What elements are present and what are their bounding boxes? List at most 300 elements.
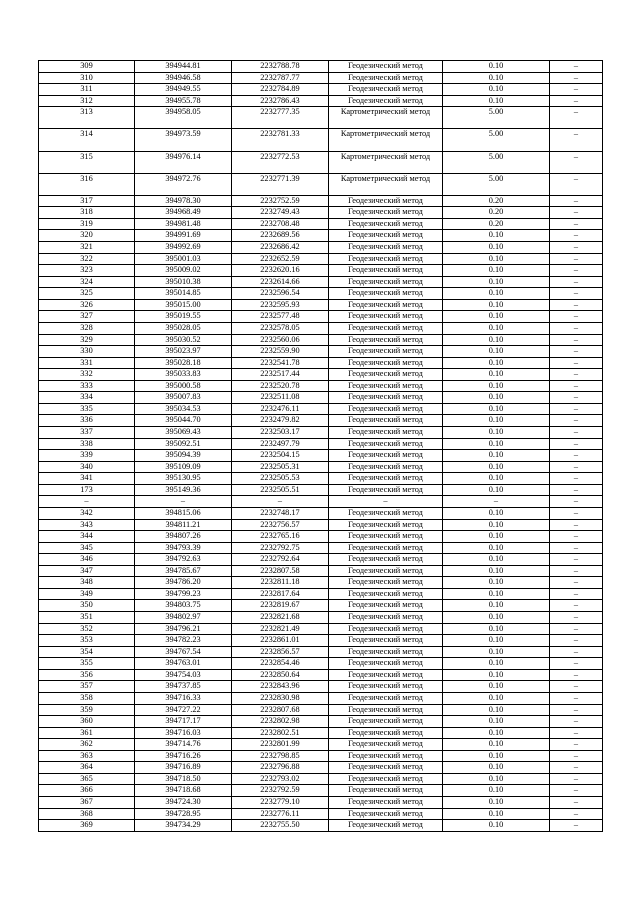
method-cell: Геодезический метод <box>329 242 443 254</box>
point-number-cell: 363 <box>39 750 135 762</box>
coord-y-cell: 2232807.58 <box>232 565 329 577</box>
note-cell: – <box>550 588 603 600</box>
table-row <box>39 299 603 311</box>
coord-y-cell: 2232765.16 <box>232 531 329 543</box>
accuracy-cell: 0.10 <box>443 554 550 566</box>
accuracy-cell: 0.10 <box>443 403 550 415</box>
table-row <box>39 357 603 369</box>
coord-x-cell: 394981.48 <box>135 218 232 230</box>
point-number-cell: 356 <box>39 669 135 681</box>
note-cell: – <box>550 727 603 739</box>
method-cell: Геодезический метод <box>329 276 443 288</box>
coord-y-cell: 2232817.64 <box>232 588 329 600</box>
accuracy-cell: 0.10 <box>443 773 550 785</box>
note-cell: – <box>550 658 603 670</box>
method-cell: Геодезический метод <box>329 230 443 242</box>
table-row <box>39 369 603 381</box>
note-cell: – <box>550 288 603 300</box>
coord-y-cell: 2232749.43 <box>232 207 329 219</box>
table-row <box>39 173 603 195</box>
method-cell: Геодезический метод <box>329 739 443 751</box>
accuracy-cell: 0.10 <box>443 727 550 739</box>
table-row <box>39 151 603 173</box>
point-number-cell: 361 <box>39 727 135 739</box>
coord-x-cell: 394727.22 <box>135 704 232 716</box>
coord-x-cell: 395092.51 <box>135 438 232 450</box>
coord-x-cell: 394799.23 <box>135 588 232 600</box>
method-cell: Геодезический метод <box>329 357 443 369</box>
method-cell: Геодезический метод <box>329 669 443 681</box>
point-number-cell: 317 <box>39 195 135 207</box>
accuracy-cell: 0.20 <box>443 218 550 230</box>
coord-x-cell: 395030.52 <box>135 334 232 346</box>
coord-y-cell: 2232505.53 <box>232 473 329 485</box>
method-cell: Геодезический метод <box>329 658 443 670</box>
coord-x-cell: 394955.78 <box>135 95 232 107</box>
method-cell: – <box>329 496 443 508</box>
table-row <box>39 820 603 832</box>
coord-x-cell: 394944.81 <box>135 61 232 73</box>
method-cell: Геодезический метод <box>329 554 443 566</box>
note-cell: – <box>550 681 603 693</box>
method-cell: Геодезический метод <box>329 253 443 265</box>
table-row <box>39 276 603 288</box>
method-cell: Геодезический метод <box>329 808 443 820</box>
coord-x-cell: 394978.30 <box>135 195 232 207</box>
accuracy-cell: 0.20 <box>443 195 550 207</box>
table-row <box>39 288 603 300</box>
method-cell: Геодезический метод <box>329 773 443 785</box>
coord-y-cell: 2232802.51 <box>232 727 329 739</box>
coord-y-cell: 2232756.57 <box>232 519 329 531</box>
note-cell: – <box>550 531 603 543</box>
coord-x-cell: 395019.55 <box>135 311 232 323</box>
accuracy-cell: 0.10 <box>443 61 550 73</box>
table-row <box>39 218 603 230</box>
coord-x-cell: 394793.39 <box>135 542 232 554</box>
coord-x-cell: 395014.85 <box>135 288 232 300</box>
table-row <box>39 380 603 392</box>
coord-y-cell: 2232786.43 <box>232 95 329 107</box>
method-cell: Геодезический метод <box>329 380 443 392</box>
method-cell: Геодезический метод <box>329 646 443 658</box>
table-row <box>39 242 603 254</box>
point-number-cell: 328 <box>39 322 135 334</box>
note-cell: – <box>550 716 603 728</box>
note-cell: – <box>550 820 603 832</box>
coord-x-cell: 395023.97 <box>135 346 232 358</box>
method-cell: Геодезический метод <box>329 207 443 219</box>
method-cell: Геодезический метод <box>329 461 443 473</box>
note-cell: – <box>550 346 603 358</box>
point-number-cell: 359 <box>39 704 135 716</box>
point-number-cell: 346 <box>39 554 135 566</box>
point-number-cell: 173 <box>39 484 135 496</box>
table-row <box>39 785 603 797</box>
coord-y-cell: 2232505.31 <box>232 461 329 473</box>
coord-y-cell: 2232821.49 <box>232 623 329 635</box>
coord-y-cell: 2232788.78 <box>232 61 329 73</box>
coord-x-cell: 395033.83 <box>135 369 232 381</box>
method-cell: Геодезический метод <box>329 288 443 300</box>
coord-y-cell: 2232614.66 <box>232 276 329 288</box>
method-cell: Геодезический метод <box>329 392 443 404</box>
coord-x-cell: 395007.83 <box>135 392 232 404</box>
table-row <box>39 253 603 265</box>
method-cell: Геодезический метод <box>329 322 443 334</box>
accuracy-cell: 5.00 <box>443 129 550 151</box>
method-cell: Геодезический метод <box>329 299 443 311</box>
coord-y-cell: 2232792.59 <box>232 785 329 797</box>
point-number-cell: 319 <box>39 218 135 230</box>
point-number-cell: 367 <box>39 797 135 809</box>
accuracy-cell: 0.10 <box>443 427 550 439</box>
coord-y-cell: 2232505.51 <box>232 484 329 496</box>
method-cell: Геодезический метод <box>329 588 443 600</box>
coord-y-cell: 2232801.99 <box>232 739 329 751</box>
note-cell: – <box>550 173 603 195</box>
accuracy-cell: 0.10 <box>443 450 550 462</box>
coord-y-cell: 2232777.35 <box>232 107 329 129</box>
note-cell: – <box>550 230 603 242</box>
point-number-cell: 364 <box>39 762 135 774</box>
coord-y-cell: 2232520.78 <box>232 380 329 392</box>
table-row <box>39 415 603 427</box>
coord-y-cell: 2232620.16 <box>232 265 329 277</box>
point-number-cell: 330 <box>39 346 135 358</box>
method-cell: Геодезический метод <box>329 716 443 728</box>
point-number-cell: 352 <box>39 623 135 635</box>
note-cell: – <box>550 207 603 219</box>
coord-x-cell: 394737.85 <box>135 681 232 693</box>
point-number-cell: 360 <box>39 716 135 728</box>
coord-x-cell: 394716.33 <box>135 692 232 704</box>
coord-y-cell: 2232793.02 <box>232 773 329 785</box>
method-cell: Геодезический метод <box>329 542 443 554</box>
note-cell: – <box>550 808 603 820</box>
coord-x-cell: 395109.09 <box>135 461 232 473</box>
table-row <box>39 427 603 439</box>
table-row <box>39 230 603 242</box>
coord-y-cell: 2232748.17 <box>232 507 329 519</box>
point-number-cell: 337 <box>39 427 135 439</box>
table-row <box>39 403 603 415</box>
point-number-cell: 333 <box>39 380 135 392</box>
coord-y-cell: 2232802.98 <box>232 716 329 728</box>
point-number-cell: 369 <box>39 820 135 832</box>
coord-x-cell: 395069.43 <box>135 427 232 439</box>
note-cell: – <box>550 195 603 207</box>
method-cell: Картометрический метод <box>329 173 443 195</box>
note-cell: – <box>550 484 603 496</box>
accuracy-cell: 0.10 <box>443 646 550 658</box>
accuracy-cell: 0.10 <box>443 265 550 277</box>
accuracy-cell: 0.10 <box>443 519 550 531</box>
accuracy-cell: 0.10 <box>443 692 550 704</box>
table-row <box>39 531 603 543</box>
point-number-cell: 344 <box>39 531 135 543</box>
table-row <box>39 473 603 485</box>
note-cell: – <box>550 519 603 531</box>
coord-x-cell: 394782.23 <box>135 635 232 647</box>
table-row <box>39 565 603 577</box>
accuracy-cell: 0.10 <box>443 484 550 496</box>
coord-y-cell: 2232517.44 <box>232 369 329 381</box>
accuracy-cell: 0.10 <box>443 461 550 473</box>
point-number-cell: 348 <box>39 577 135 589</box>
accuracy-cell: 0.10 <box>443 276 550 288</box>
accuracy-cell: 0.10 <box>443 84 550 96</box>
method-cell: Геодезический метод <box>329 450 443 462</box>
method-cell: Геодезический метод <box>329 704 443 716</box>
table-row <box>39 496 603 508</box>
method-cell: Геодезический метод <box>329 311 443 323</box>
table-row <box>39 669 603 681</box>
accuracy-cell: 0.10 <box>443 704 550 716</box>
point-number-cell: 354 <box>39 646 135 658</box>
coord-x-cell: 394991.69 <box>135 230 232 242</box>
table-row <box>39 600 603 612</box>
table-row <box>39 554 603 566</box>
table-row <box>39 588 603 600</box>
method-cell: Геодезический метод <box>329 195 443 207</box>
note-cell: – <box>550 107 603 129</box>
coord-x-cell: 394968.49 <box>135 207 232 219</box>
accuracy-cell: 0.10 <box>443 72 550 84</box>
point-number-cell: 349 <box>39 588 135 600</box>
coord-y-cell: 2232787.77 <box>232 72 329 84</box>
coord-x-cell: 394716.26 <box>135 750 232 762</box>
accuracy-cell: 0.10 <box>443 565 550 577</box>
coord-y-cell: 2232792.75 <box>232 542 329 554</box>
accuracy-cell: 0.10 <box>443 507 550 519</box>
table-row <box>39 507 603 519</box>
note-cell: – <box>550 357 603 369</box>
point-number-cell: 335 <box>39 403 135 415</box>
point-number-cell: 342 <box>39 507 135 519</box>
method-cell: Геодезический метод <box>329 473 443 485</box>
method-cell: Геодезический метод <box>329 692 443 704</box>
table-row <box>39 484 603 496</box>
note-cell: – <box>550 129 603 151</box>
table-row <box>39 95 603 107</box>
note-cell: – <box>550 438 603 450</box>
table-row <box>39 207 603 219</box>
accuracy-cell: 0.10 <box>443 392 550 404</box>
note-cell: – <box>550 334 603 346</box>
accuracy-cell: 0.10 <box>443 311 550 323</box>
method-cell: Картометрический метод <box>329 151 443 173</box>
coord-y-cell: 2232781.33 <box>232 129 329 151</box>
coord-x-cell: 395130.95 <box>135 473 232 485</box>
note-cell: – <box>550 311 603 323</box>
accuracy-cell: 0.10 <box>443 95 550 107</box>
accuracy-cell: 0.10 <box>443 288 550 300</box>
coord-y-cell: 2232497.79 <box>232 438 329 450</box>
point-number-cell: 325 <box>39 288 135 300</box>
coord-x-cell: 394728.95 <box>135 808 232 820</box>
coord-y-cell: 2232792.64 <box>232 554 329 566</box>
coord-y-cell: 2232776.11 <box>232 808 329 820</box>
coord-x-cell: 394946.58 <box>135 72 232 84</box>
method-cell: Геодезический метод <box>329 84 443 96</box>
coord-x-cell: 394716.03 <box>135 727 232 739</box>
coord-x-cell: 394792.63 <box>135 554 232 566</box>
coord-y-cell: 2232689.56 <box>232 230 329 242</box>
coord-x-cell: 394972.76 <box>135 173 232 195</box>
table-row <box>39 72 603 84</box>
note-cell: – <box>550 507 603 519</box>
point-number-cell: 336 <box>39 415 135 427</box>
coord-x-cell: 394718.68 <box>135 785 232 797</box>
accuracy-cell: 0.10 <box>443 369 550 381</box>
note-cell: – <box>550 450 603 462</box>
table-row <box>39 346 603 358</box>
accuracy-cell: 0.10 <box>443 762 550 774</box>
note-cell: – <box>550 623 603 635</box>
coord-y-cell: 2232511.08 <box>232 392 329 404</box>
table-row <box>39 461 603 473</box>
table-row <box>39 392 603 404</box>
note-cell: – <box>550 299 603 311</box>
point-number-cell: 311 <box>39 84 135 96</box>
accuracy-cell: 0.10 <box>443 600 550 612</box>
table-row <box>39 658 603 670</box>
coord-y-cell: 2232821.68 <box>232 612 329 624</box>
coord-y-cell: 2232779.10 <box>232 797 329 809</box>
method-cell: Геодезический метод <box>329 797 443 809</box>
point-number-cell: 314 <box>39 129 135 151</box>
point-number-cell: 368 <box>39 808 135 820</box>
coord-y-cell: 2232652.59 <box>232 253 329 265</box>
accuracy-cell: – <box>443 496 550 508</box>
accuracy-cell: 5.00 <box>443 107 550 129</box>
method-cell: Геодезический метод <box>329 265 443 277</box>
coord-x-cell: 394958.05 <box>135 107 232 129</box>
table-row <box>39 692 603 704</box>
table-row <box>39 681 603 693</box>
accuracy-cell: 0.10 <box>443 230 550 242</box>
method-cell: Геодезический метод <box>329 565 443 577</box>
accuracy-cell: 0.10 <box>443 623 550 635</box>
note-cell: – <box>550 565 603 577</box>
coord-y-cell: 2232771.39 <box>232 173 329 195</box>
method-cell: Геодезический метод <box>329 519 443 531</box>
point-number-cell: 339 <box>39 450 135 462</box>
coord-x-cell: 394796.21 <box>135 623 232 635</box>
coordinates-table-page <box>38 60 602 832</box>
note-cell: – <box>550 646 603 658</box>
coord-x-cell: 394718.50 <box>135 773 232 785</box>
note-cell: – <box>550 84 603 96</box>
coord-y-cell: 2232578.05 <box>232 322 329 334</box>
coord-x-cell: 395015.00 <box>135 299 232 311</box>
point-number-cell: 358 <box>39 692 135 704</box>
coord-x-cell: 394716.89 <box>135 762 232 774</box>
point-number-cell: 321 <box>39 242 135 254</box>
accuracy-cell: 0.10 <box>443 577 550 589</box>
accuracy-cell: 0.10 <box>443 669 550 681</box>
coord-x-cell: 394763.01 <box>135 658 232 670</box>
table-row <box>39 762 603 774</box>
point-number-cell: 351 <box>39 612 135 624</box>
note-cell: – <box>550 542 603 554</box>
note-cell: – <box>550 95 603 107</box>
note-cell: – <box>550 72 603 84</box>
table-row <box>39 577 603 589</box>
accuracy-cell: 0.10 <box>443 750 550 762</box>
coord-y-cell: 2232850.64 <box>232 669 329 681</box>
note-cell: – <box>550 785 603 797</box>
coord-x-cell: 394734.29 <box>135 820 232 832</box>
coord-y-cell: 2232843.96 <box>232 681 329 693</box>
note-cell: – <box>550 473 603 485</box>
note-cell: – <box>550 151 603 173</box>
accuracy-cell: 0.10 <box>443 299 550 311</box>
point-number-cell: 334 <box>39 392 135 404</box>
coord-x-cell: 395044.70 <box>135 415 232 427</box>
coord-y-cell: 2232811.18 <box>232 577 329 589</box>
coord-x-cell: 394815.06 <box>135 507 232 519</box>
coord-y-cell: 2232854.46 <box>232 658 329 670</box>
note-cell: – <box>550 797 603 809</box>
point-number-cell: 315 <box>39 151 135 173</box>
method-cell: Геодезический метод <box>329 681 443 693</box>
accuracy-cell: 0.10 <box>443 785 550 797</box>
coord-x-cell: 394717.17 <box>135 716 232 728</box>
accuracy-cell: 5.00 <box>443 151 550 173</box>
coord-x-cell: 394803.75 <box>135 600 232 612</box>
accuracy-cell: 0.10 <box>443 716 550 728</box>
point-number-cell: 312 <box>39 95 135 107</box>
coord-x-cell: 395010.38 <box>135 276 232 288</box>
method-cell: Геодезический метод <box>329 438 443 450</box>
method-cell: Картометрический метод <box>329 107 443 129</box>
table-row <box>39 808 603 820</box>
table-row <box>39 519 603 531</box>
coord-y-cell: 2232595.93 <box>232 299 329 311</box>
table-row <box>39 438 603 450</box>
accuracy-cell: 5.00 <box>443 173 550 195</box>
note-cell: – <box>550 612 603 624</box>
coord-x-cell: 394767.54 <box>135 646 232 658</box>
note-cell: – <box>550 692 603 704</box>
accuracy-cell: 0.10 <box>443 253 550 265</box>
table-row <box>39 716 603 728</box>
accuracy-cell: 0.10 <box>443 473 550 485</box>
table-row <box>39 61 603 73</box>
table-body <box>39 61 603 832</box>
table-row <box>39 773 603 785</box>
accuracy-cell: 0.10 <box>443 739 550 751</box>
coord-x-cell: 395000.58 <box>135 380 232 392</box>
table-row <box>39 635 603 647</box>
method-cell: Картометрический метод <box>329 129 443 151</box>
coordinates-table <box>38 60 603 832</box>
coord-x-cell: 394807.26 <box>135 531 232 543</box>
table-row <box>39 129 603 151</box>
point-number-cell: 316 <box>39 173 135 195</box>
table-row <box>39 84 603 96</box>
point-number-cell: 327 <box>39 311 135 323</box>
point-number-cell: 347 <box>39 565 135 577</box>
accuracy-cell: 0.10 <box>443 808 550 820</box>
coord-x-cell: 394802.97 <box>135 612 232 624</box>
point-number-cell: 320 <box>39 230 135 242</box>
note-cell: – <box>550 218 603 230</box>
method-cell: Геодезический метод <box>329 403 443 415</box>
point-number-cell: 357 <box>39 681 135 693</box>
